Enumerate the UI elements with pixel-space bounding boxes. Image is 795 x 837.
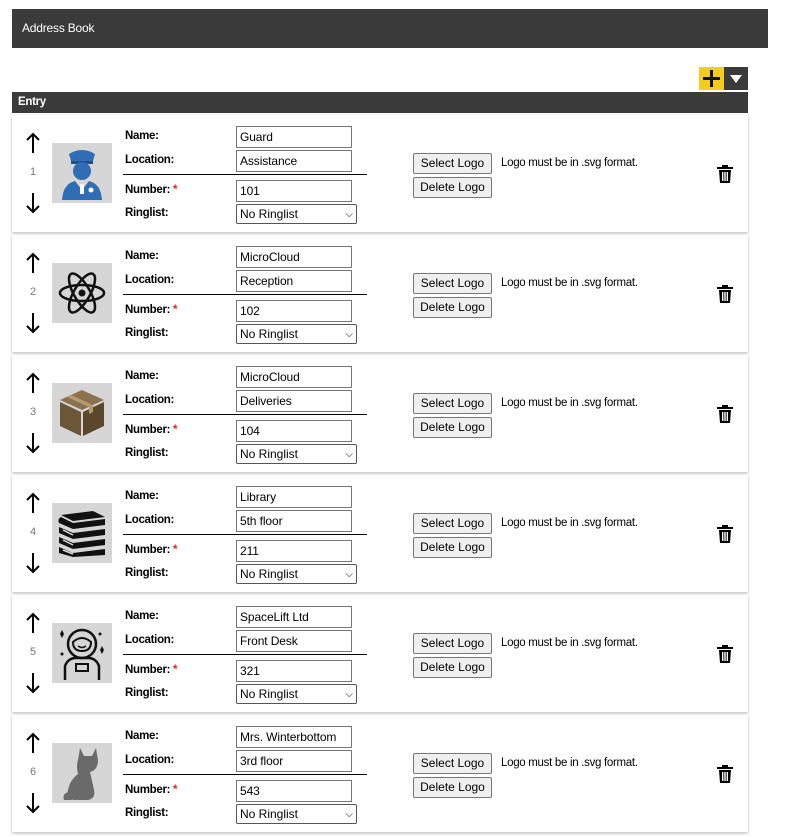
delete-logo-button[interactable]: Delete Logo: [413, 177, 492, 198]
move-down-arrow-icon[interactable]: [26, 792, 40, 814]
entry-logo: [52, 743, 112, 803]
entry-index: 2: [29, 286, 37, 298]
entry-index: 3: [29, 406, 37, 418]
trash-icon[interactable]: [717, 405, 733, 423]
field-divider: [123, 534, 367, 535]
entry-card: [12, 715, 748, 832]
entry-card: [12, 115, 748, 232]
move-up-arrow-icon[interactable]: [26, 252, 40, 274]
ringlist-select[interactable]: No Ringlist ⌵: [236, 564, 357, 584]
number-input[interactable]: [236, 540, 352, 562]
move-up-arrow-icon[interactable]: [26, 372, 40, 394]
entry-card: [12, 595, 748, 712]
app-header: [12, 9, 768, 48]
delete-logo-button[interactable]: Delete Logo: [413, 537, 492, 558]
select-logo-button[interactable]: Select Logo: [413, 153, 492, 174]
entry-logo: [52, 383, 112, 443]
move-up-arrow-icon[interactable]: [26, 132, 40, 154]
number-label: Number: *: [125, 544, 178, 556]
entry-index: 5: [29, 646, 37, 658]
chevron-down-icon: ⌵: [345, 208, 353, 220]
location-label: Location:: [125, 634, 175, 646]
required-marker: *: [173, 544, 178, 556]
entry-column-label: Entry: [18, 96, 46, 108]
required-marker: *: [173, 304, 178, 316]
name-label: Name:: [125, 130, 159, 142]
name-label: Name:: [125, 610, 159, 622]
move-up-arrow-icon[interactable]: [26, 612, 40, 634]
entry-index: 1: [29, 166, 37, 178]
select-logo-button[interactable]: Select Logo: [413, 513, 492, 534]
required-marker: *: [173, 664, 178, 676]
select-logo-button[interactable]: Select Logo: [413, 753, 492, 774]
entry-card: [12, 475, 748, 592]
select-logo-button[interactable]: Select Logo: [413, 273, 492, 294]
number-input[interactable]: [236, 180, 352, 202]
ringlist-select[interactable]: No Ringlist ⌵: [236, 204, 357, 224]
options-dropdown-button[interactable]: [724, 67, 748, 90]
logo-format-hint: Logo must be in .svg format.: [501, 397, 638, 409]
number-label: Number: *: [125, 784, 178, 796]
location-label: Location:: [125, 754, 175, 766]
trash-icon[interactable]: [717, 765, 733, 783]
required-marker: *: [173, 784, 178, 796]
trash-icon[interactable]: [717, 645, 733, 663]
plus-icon: [703, 70, 720, 87]
logo-format-hint: Logo must be in .svg format.: [501, 757, 638, 769]
number-input[interactable]: [236, 300, 352, 322]
ringlist-select[interactable]: No Ringlist ⌵: [236, 804, 357, 824]
entry-logo: [52, 503, 112, 563]
name-label: Name:: [125, 250, 159, 262]
ringlist-label: Ringlist:: [125, 687, 169, 699]
logo-format-hint: Logo must be in .svg format.: [501, 277, 638, 289]
entry-card: [12, 235, 748, 352]
move-down-arrow-icon[interactable]: [26, 192, 40, 214]
entry-index: 4: [29, 526, 37, 538]
field-divider: [123, 294, 367, 295]
entry-column-header: [12, 92, 748, 113]
location-input[interactable]: [236, 150, 352, 172]
location-label: Location:: [125, 394, 175, 406]
field-divider: [123, 774, 367, 775]
entry-logo: [52, 263, 112, 323]
select-logo-button[interactable]: Select Logo: [413, 633, 492, 654]
name-input[interactable]: [236, 246, 352, 268]
location-label: Location:: [125, 274, 175, 286]
chevron-down-icon: ⌵: [345, 568, 353, 580]
caret-down-icon: [730, 75, 742, 83]
entry-index: 6: [29, 766, 37, 778]
location-input[interactable]: [236, 270, 352, 292]
trash-icon[interactable]: [717, 525, 733, 543]
number-input[interactable]: [236, 420, 352, 442]
name-label: Name:: [125, 730, 159, 742]
number-input[interactable]: [236, 660, 352, 682]
ringlist-select[interactable]: No Ringlist ⌵: [236, 324, 357, 344]
field-divider: [123, 654, 367, 655]
required-marker: *: [173, 184, 178, 196]
move-up-arrow-icon[interactable]: [26, 492, 40, 514]
name-input[interactable]: [236, 366, 352, 388]
police-officer-icon: [57, 146, 107, 200]
number-label: Number: *: [125, 184, 178, 196]
select-logo-button[interactable]: Select Logo: [413, 393, 492, 414]
cat-icon: [62, 746, 102, 800]
move-down-arrow-icon[interactable]: [26, 552, 40, 574]
trash-icon[interactable]: [717, 165, 733, 183]
ringlist-label: Ringlist:: [125, 327, 169, 339]
move-down-arrow-icon[interactable]: [26, 312, 40, 334]
field-divider: [123, 414, 367, 415]
name-input[interactable]: [236, 126, 352, 148]
chevron-down-icon: ⌵: [345, 328, 353, 340]
astronaut-icon: [56, 626, 108, 680]
name-input[interactable]: [236, 726, 352, 748]
move-down-arrow-icon[interactable]: [26, 672, 40, 694]
books-icon: [55, 509, 109, 557]
name-input[interactable]: [236, 606, 352, 628]
trash-icon[interactable]: [717, 285, 733, 303]
package-box-icon: [58, 388, 106, 438]
number-label: Number: *: [125, 304, 178, 316]
move-down-arrow-icon[interactable]: [26, 432, 40, 454]
ringlist-select[interactable]: No Ringlist ⌵: [236, 444, 357, 464]
entry-card: [12, 355, 748, 472]
app-title: Address Book: [22, 21, 95, 35]
chevron-down-icon: ⌵: [345, 448, 353, 460]
location-label: Location:: [125, 514, 175, 526]
entry-logo: [52, 623, 112, 683]
add-entry-button[interactable]: [699, 67, 724, 90]
name-label: Name:: [125, 490, 159, 502]
ringlist-label: Ringlist:: [125, 807, 169, 819]
name-label: Name:: [125, 370, 159, 382]
location-input[interactable]: [236, 750, 352, 772]
location-input[interactable]: [236, 510, 352, 532]
name-input[interactable]: [236, 486, 352, 508]
ringlist-label: Ringlist:: [125, 567, 169, 579]
number-input[interactable]: [236, 780, 352, 802]
field-divider: [123, 174, 367, 175]
number-label: Number: *: [125, 664, 178, 676]
logo-format-hint: Logo must be in .svg format.: [501, 157, 638, 169]
required-marker: *: [173, 424, 178, 436]
number-label: Number: *: [125, 424, 178, 436]
logo-format-hint: Logo must be in .svg format.: [501, 517, 638, 529]
move-up-arrow-icon[interactable]: [26, 732, 40, 754]
delete-logo-button[interactable]: Delete Logo: [413, 417, 492, 438]
entry-logo: [52, 143, 112, 203]
delete-logo-button[interactable]: Delete Logo: [413, 657, 492, 678]
chevron-down-icon: ⌵: [345, 808, 353, 820]
delete-logo-button[interactable]: Delete Logo: [413, 777, 492, 798]
atom-icon: [57, 268, 107, 318]
chevron-down-icon: ⌵: [345, 688, 353, 700]
location-input[interactable]: [236, 630, 352, 652]
location-input[interactable]: [236, 390, 352, 412]
logo-format-hint: Logo must be in .svg format.: [501, 637, 638, 649]
ringlist-label: Ringlist:: [125, 207, 169, 219]
delete-logo-button[interactable]: Delete Logo: [413, 297, 492, 318]
ringlist-select[interactable]: No Ringlist ⌵: [236, 684, 357, 704]
ringlist-label: Ringlist:: [125, 447, 169, 459]
location-label: Location:: [125, 154, 175, 166]
